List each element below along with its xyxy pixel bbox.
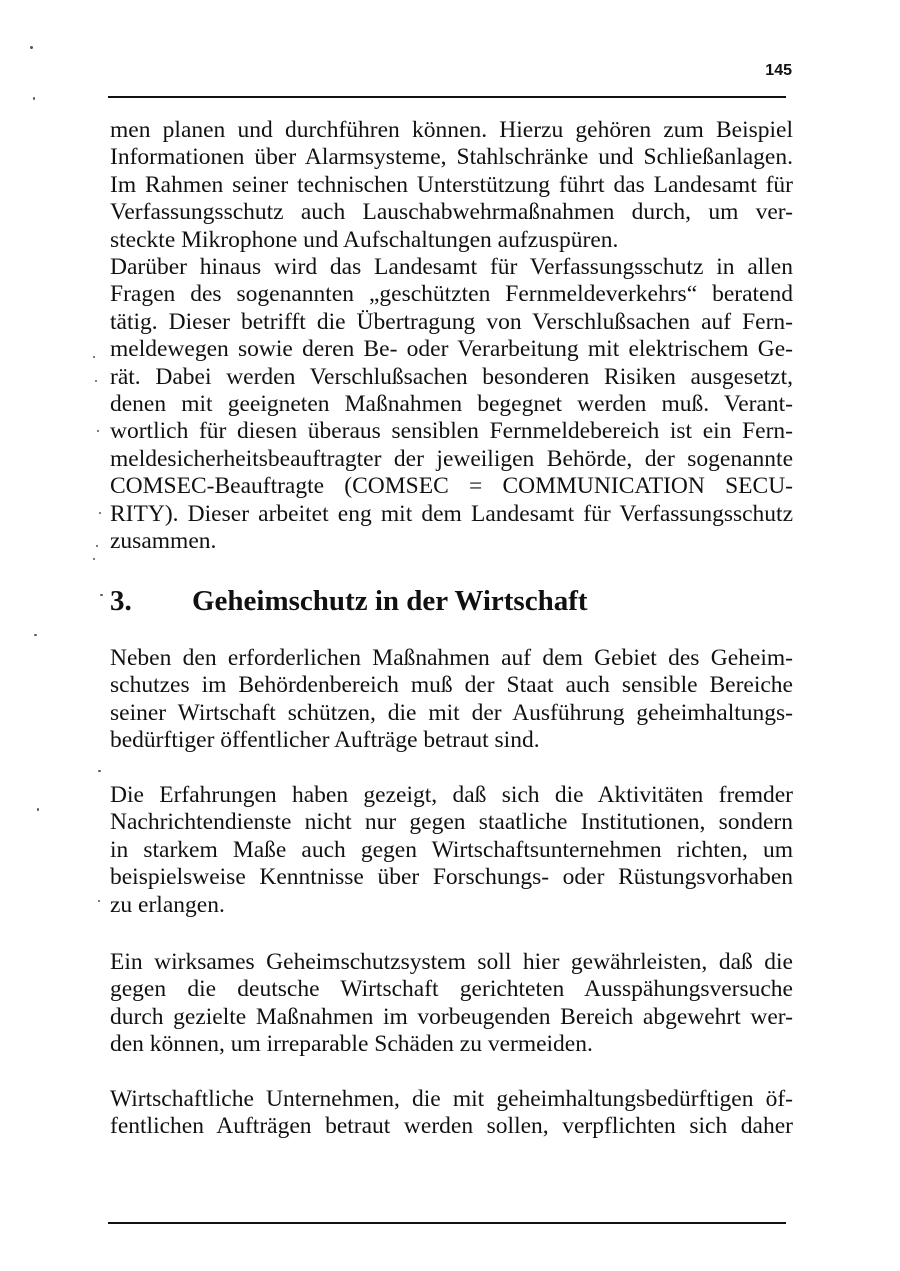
scan-speck	[98, 900, 100, 902]
scan-speck	[96, 545, 98, 547]
scan-speck	[34, 634, 37, 636]
section-title: Geheimschutz in der Wirtschaft	[192, 585, 588, 617]
text-line: men planen und durchführen können. Hierzu gehören zum Beispiel	[110, 117, 793, 143]
text-line: rät. Dabei werden Verschlußsachen besonderen Risiken ausgesetzt,	[110, 363, 793, 390]
text-line: zusammen.	[110, 528, 217, 555]
text-line: Die Erfahrungen haben gezeigt, daß sich die Aktivitäten fremder	[110, 782, 793, 808]
paragraph-3	[110, 645, 793, 755]
text-line: Im Rahmen seiner technischen Unterstützung führt das Landesamt für	[110, 171, 793, 198]
text-line: COMSEC-Beauftragte (COMSEC = COMMUNICATION SECU-	[110, 473, 793, 500]
text-line: bedürftiger öffentlicher Aufträge betraut sind.	[110, 727, 540, 754]
scan-speck	[98, 770, 101, 772]
text-line: den können, um irreparable Schäden zu vermeiden.	[110, 1031, 593, 1058]
text-line: gegen die deutsche Wirtschaft gerichteten Ausspähungsversuche	[110, 976, 793, 1003]
page-number: 145	[765, 62, 792, 79]
header-rule	[108, 96, 786, 98]
text-line: in starkem Maße auch gegen Wirtschaftsunternehmen richten, um	[110, 836, 793, 863]
text-line: Nachrichtendienste nicht nur gegen staatliche Institutionen, sondern	[110, 809, 793, 836]
paragraph-5	[110, 949, 793, 1059]
text-line: beispielsweise Kenntnisse über Forschungs- oder Rüstungsvorhaben	[110, 864, 793, 891]
text-line: steckte Mikrophone und Aufschaltungen aufzuspüren.	[110, 226, 619, 253]
text-line: meldewegen sowie deren Be- oder Verarbeitung mit elektrischem Ge-	[110, 336, 793, 363]
text-line: Verfassungsschutz auch Lauschabwehrmaßnahmen durch, um ver-	[110, 199, 793, 226]
text-line: Neben den erforderlichen Maßnahmen auf dem Gebiet des Geheim-	[110, 645, 793, 671]
text-line: fentlichen Aufträgen betraut werden sollen, verpflichten sich daher	[110, 1113, 793, 1140]
text-line: schutzes im Behördenbereich muß der Staat auch sensible Bereiche	[110, 672, 793, 699]
section-number: 3.	[110, 585, 132, 617]
scan-speck	[97, 430, 99, 432]
paragraph-1	[110, 117, 793, 254]
scan-speck	[30, 46, 33, 49]
text-line: denen mit geeigneten Maßnahmen begegnet werden muß. Verant-	[110, 391, 793, 418]
scan-speck	[93, 558, 95, 560]
paragraph-4	[110, 782, 793, 919]
scan-speck	[93, 356, 95, 358]
text-line: RITY). Dieser arbeitet eng mit dem Landesamt für Verfassungsschutz	[110, 500, 793, 527]
footer-rule	[108, 1222, 786, 1224]
text-line: Informationen über Alarmsysteme, Stahlschränke und Schließanlagen.	[110, 144, 793, 171]
scan-speck	[95, 380, 97, 382]
paragraph-2	[110, 254, 793, 555]
text-line: tätig. Dieser betrifft die Übertragung von Verschlußsachen auf Fern-	[110, 308, 793, 335]
text-line: Darüber hinaus wird das Landesamt für Verfassungsschutz in allen	[110, 254, 793, 280]
text-line: Ein wirksames Geheimschutzsystem soll hier gewährleisten, daß die	[110, 949, 793, 975]
scan-speck	[33, 97, 35, 100]
text-line: Wirtschaftliche Unternehmen, die mit geheimhaltungsbedürftigen öf-	[110, 1086, 793, 1112]
text-line: Fragen des sogenannten „geschützten Fernmeldeverkehrs“ beratend	[110, 281, 793, 308]
text-line: wortlich für diesen überaus sensiblen Fernmeldebereich ist ein Fern-	[110, 418, 793, 445]
text-line: seiner Wirtschaft schützen, die mit der Ausführung geheimhaltungs-	[110, 699, 793, 726]
scan-speck	[37, 808, 39, 811]
text-line: meldesicherheitsbeauftragter der jeweiligen Behörde, der sogenannte	[110, 445, 793, 472]
paragraph-6	[110, 1086, 793, 1141]
scan-speck	[99, 512, 101, 514]
section-heading	[110, 583, 793, 619]
scan-speck	[100, 594, 103, 596]
text-line: durch gezielte Maßnahmen im vorbeugenden Bereich abgewehrt wer-	[110, 1003, 793, 1030]
text-line: zu erlangen.	[110, 891, 225, 918]
